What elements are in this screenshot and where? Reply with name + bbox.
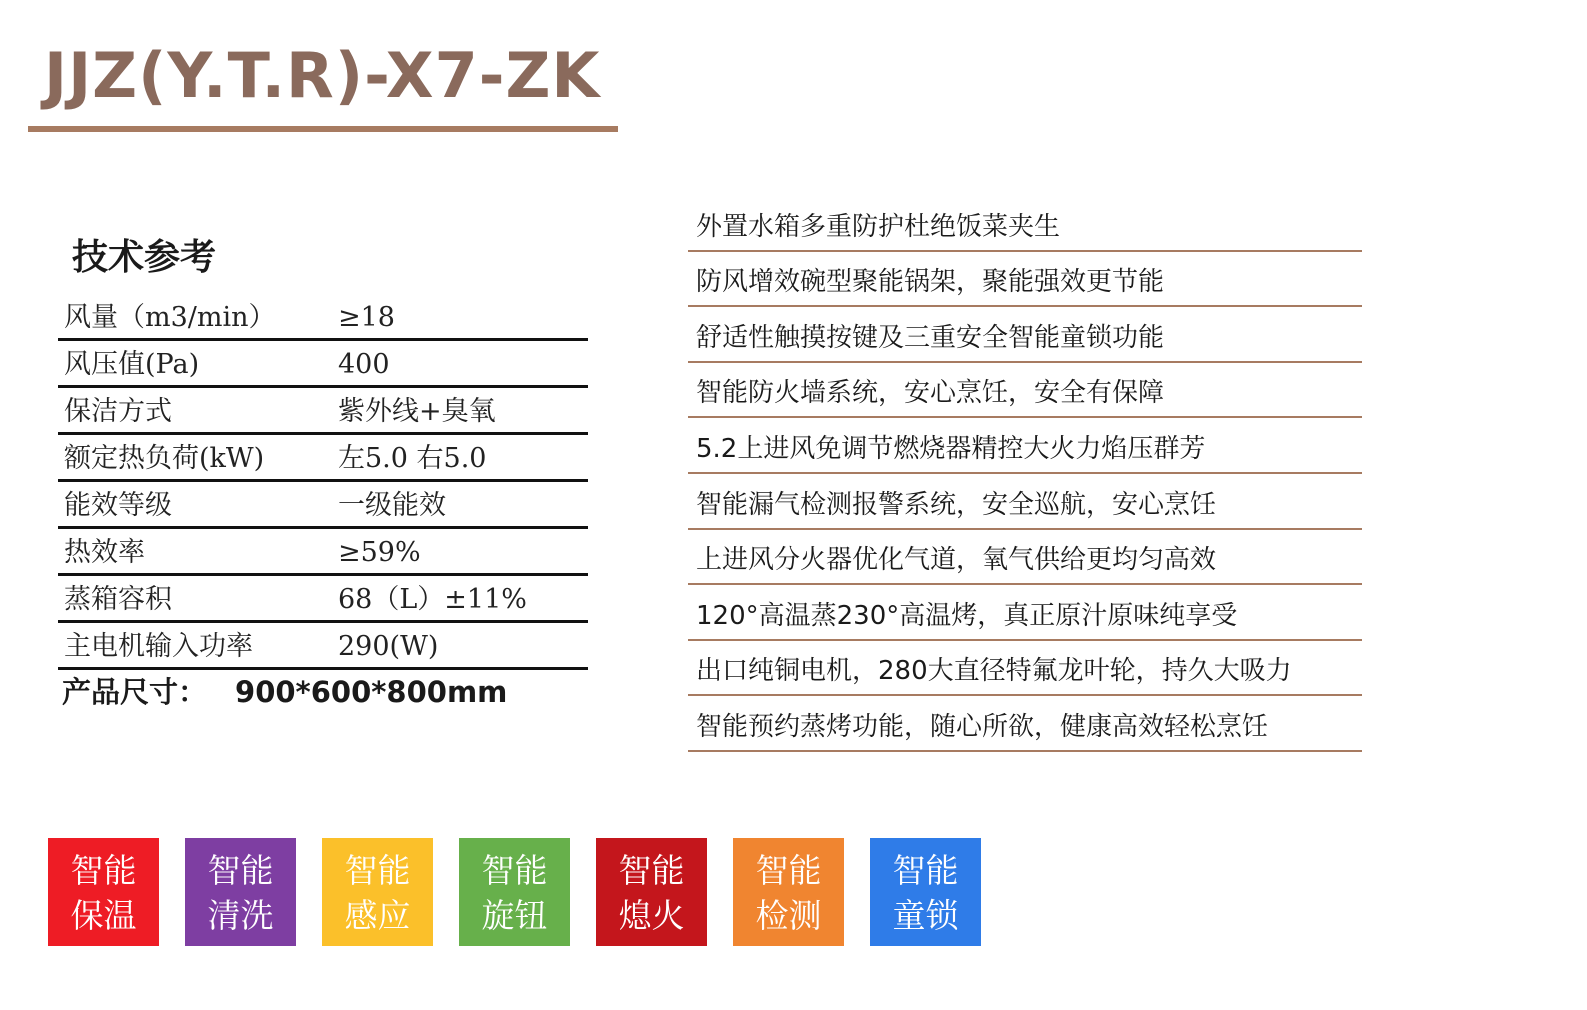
spec-value: 68（L）±11%	[338, 584, 527, 615]
badge-smart-cleaning	[185, 838, 296, 946]
badge-line2: 检测	[755, 896, 822, 935]
spec-value: 一级能效	[338, 490, 446, 521]
spec-row	[58, 294, 588, 341]
feature-item	[688, 641, 1362, 697]
spec-label: 保洁方式	[64, 396, 172, 427]
feature-text: 防风增效碗型聚能锅架，聚能强效更节能	[696, 267, 1165, 298]
feature-item	[688, 474, 1362, 530]
product-size	[62, 670, 507, 714]
badge-smart-sensing	[322, 838, 433, 946]
spec-value: 紫外线+臭氧	[338, 396, 496, 427]
spec-row	[58, 576, 588, 623]
badge-line2: 熄火	[618, 896, 685, 935]
spec-row	[58, 388, 588, 435]
feature-item	[688, 252, 1362, 308]
badge-smart-flameout	[596, 838, 707, 946]
feature-text: 上进风分火器优化气道，氧气供给更均匀高效	[696, 545, 1217, 576]
badge-line1: 智能	[892, 851, 959, 890]
feature-item	[688, 530, 1362, 586]
feature-text: 120°高温蒸230°高温烤，真正原汁原味纯享受	[696, 600, 1238, 631]
spec-row	[58, 435, 588, 482]
badge-line2: 旋钮	[481, 896, 548, 935]
feature-text: 5.2上进风免调节燃烧器精控大火力焰压群芳	[696, 433, 1206, 464]
spec-row	[58, 623, 588, 670]
badge-line2: 清洗	[207, 896, 274, 935]
spec-table	[58, 294, 588, 670]
feature-item	[688, 418, 1362, 474]
spec-label: 蒸箱容积	[64, 584, 172, 615]
spec-value: ≥18	[338, 302, 395, 333]
feature-text: 智能防火墙系统，安心烹饪，安全有保障	[696, 378, 1165, 409]
feature-text: 智能漏气检测报警系统，安全巡航，安心烹饪	[696, 489, 1217, 520]
spec-value: 左5.0 右5.0	[338, 443, 487, 474]
feature-text: 外置水箱多重防护杜绝饭菜夹生	[696, 211, 1061, 242]
feature-item	[688, 585, 1362, 641]
badge-smart-detection	[733, 838, 844, 946]
product-size-label: 产品尺寸：	[62, 675, 208, 709]
badge-line1: 智能	[70, 851, 137, 890]
spec-value: 290(W)	[338, 631, 439, 662]
badge-line2: 童锁	[892, 896, 959, 935]
spec-row	[58, 482, 588, 529]
badge-line1: 智能	[207, 851, 274, 890]
feature-list	[688, 196, 1362, 752]
feature-text: 出口纯铜电机，280大直径特氟龙叶轮，持久大吸力	[696, 656, 1292, 687]
spec-row	[58, 341, 588, 388]
spec-label: 热效率	[64, 537, 145, 568]
badge-line2: 感应	[344, 896, 411, 935]
title-rule	[28, 126, 618, 132]
feature-item	[688, 196, 1362, 252]
badge-line1: 智能	[344, 851, 411, 890]
feature-item	[688, 363, 1362, 419]
spec-row	[58, 529, 588, 576]
badge-line2: 保温	[70, 896, 137, 935]
feature-text: 舒适性触摸按键及三重安全智能童锁功能	[696, 322, 1165, 353]
feature-text: 智能预约蒸烤功能，随心所欲，健康高效轻松烹饪	[696, 711, 1269, 742]
badge-smart-child-lock	[870, 838, 981, 946]
spec-heading: 技术参考	[72, 237, 217, 278]
spec-label: 主电机输入功率	[64, 631, 253, 662]
feature-item	[688, 696, 1362, 752]
spec-value: 400	[338, 349, 390, 380]
model-title: JJZ(Y.T.R)-X7-ZK	[44, 39, 601, 112]
spec-label: 风量（m3/min）	[64, 302, 276, 333]
feature-item	[688, 307, 1362, 363]
badge-line1: 智能	[755, 851, 822, 890]
spec-label: 额定热负荷(kW)	[64, 443, 265, 474]
badge-smart-keep-warm	[48, 838, 159, 946]
badge-line1: 智能	[618, 851, 685, 890]
spec-label: 风压值(Pa)	[64, 349, 200, 380]
badge-smart-knob	[459, 838, 570, 946]
spec-label: 能效等级	[64, 490, 172, 521]
badge-line1: 智能	[481, 851, 548, 890]
spec-value: ≥59%	[338, 537, 421, 568]
product-size-value: 900*600*800mm	[235, 675, 508, 709]
